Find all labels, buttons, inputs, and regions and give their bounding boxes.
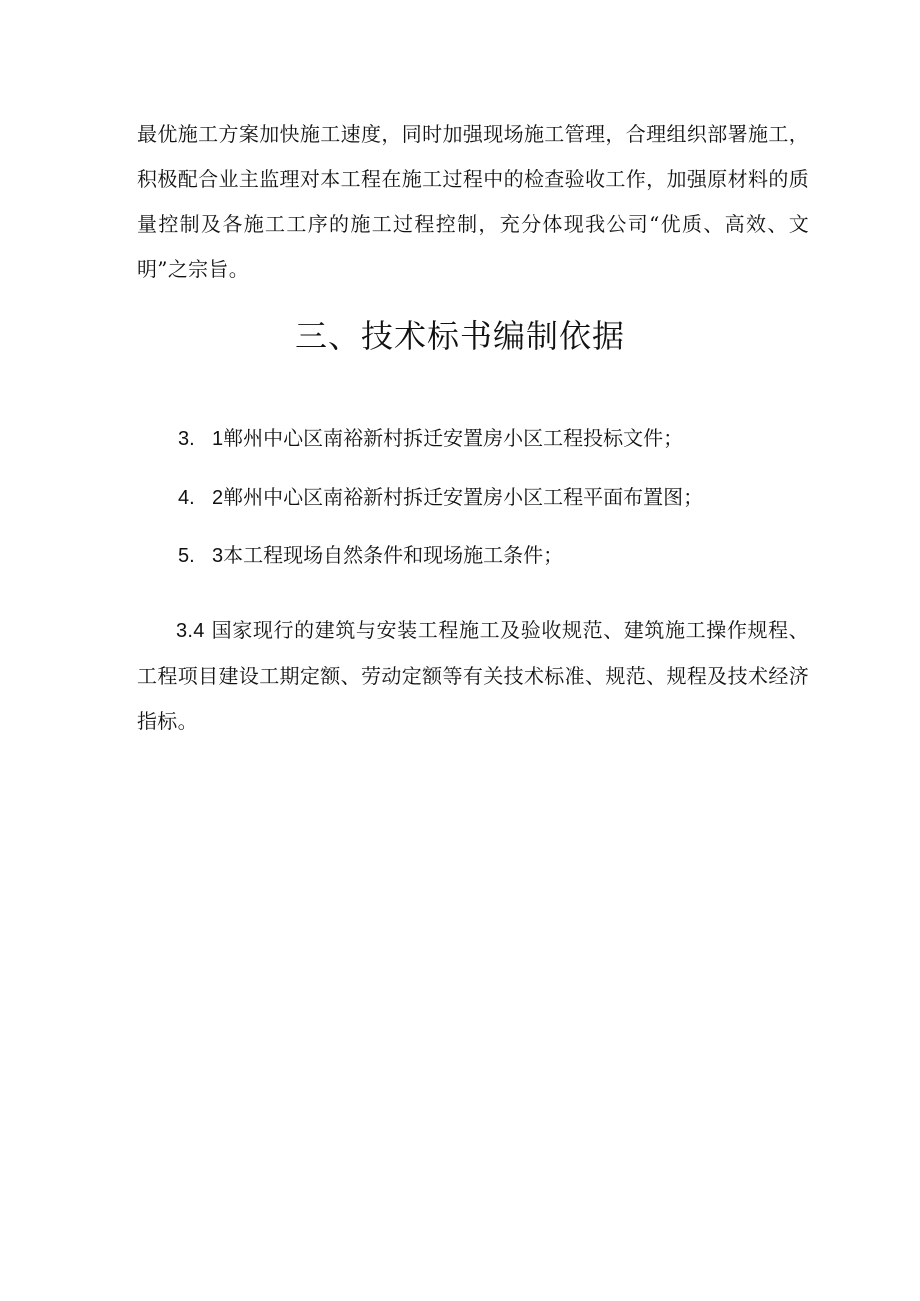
section-heading: 三、技术标书编制依据 (294, 317, 625, 355)
basis-item-subnumber: 3 (212, 545, 224, 567)
basis-item-number: 5. (178, 545, 195, 567)
basis-item-1 (178, 423, 818, 454)
basis-item-3 (178, 540, 818, 571)
basis-item-text: 国家现行的建筑与安装工程施工及验收规范、建筑施工操作规程、工程项目建设工期定额、劳动定额等有关技术标准、规范、规程及技术经济指标。 (137, 618, 809, 733)
basis-item-number: 3. (178, 428, 195, 450)
basis-item-text: 郸州中心区南裕新村拆迁安置房小区工程平面布置图； (223, 485, 704, 509)
basis-item-subnumber: 1 (212, 428, 224, 450)
basis-item-subnumber: 2 (212, 487, 224, 509)
basis-item-number: 4. (178, 487, 195, 509)
intro-paragraph: 最优施工方案加快施工速度，同时加强现场施工管理，合理组织部署施工，积极配合业主监理对本工程在施工过程中的检查验收工作，加强原材料的质量控制及各施工工序的施工过程控制，充分体现我公司“优质、高效、文明”之宗旨。 (137, 122, 809, 281)
basis-item-text: 本工程现场自然条件和现场施工条件； (223, 543, 564, 567)
basis-item-number: 3.4 (176, 620, 205, 642)
basis-item-text: 郸州中心区南裕新村拆迁安置房小区工程投标文件； (223, 426, 684, 450)
basis-item-2 (178, 482, 818, 513)
basis-item-4 (137, 608, 809, 744)
